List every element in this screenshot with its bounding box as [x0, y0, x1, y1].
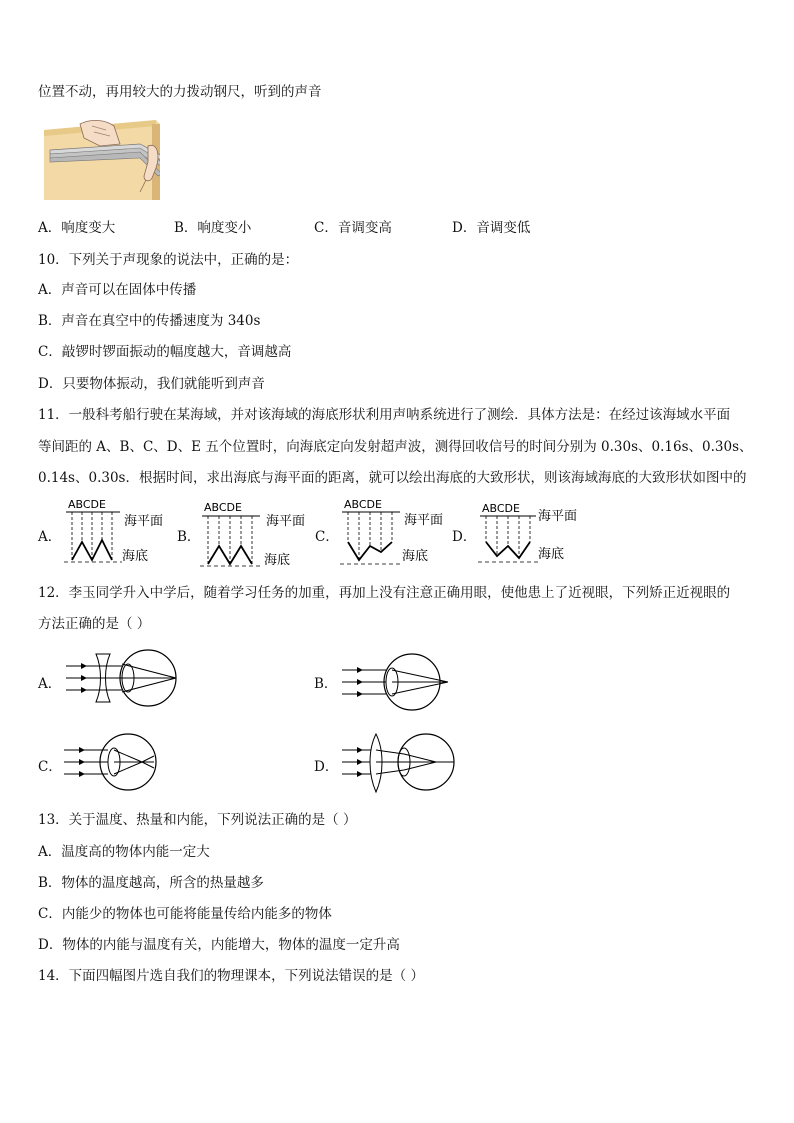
q11-option-c-figure	[336, 494, 452, 568]
q13-option-d: D．物体的内能与温度有关，内能增大，物体的温度一定升高	[38, 937, 400, 953]
sea-surface-label: 海平面	[124, 514, 164, 529]
sea-floor-label: 海底	[538, 547, 565, 562]
q10-stem: 10．下列关于声现象的说法中，正确的是：	[38, 252, 299, 268]
sea-surface-label: 海平面	[266, 514, 306, 529]
q12-stem-line-2: 方法正确的是（ ）	[38, 616, 151, 632]
q9-option-c: C．音调变高	[314, 220, 392, 236]
q12-option-b-eye-diagram	[340, 652, 454, 716]
q9-option-b: B．响度变小	[174, 220, 252, 236]
q12-option-d-eye-diagram	[340, 730, 460, 798]
q10-option-c: C．敲锣时锣面振动的幅度越大，音调越高	[38, 344, 292, 360]
point-labels: ABCDE	[68, 498, 106, 511]
q11-option-d-figure	[474, 496, 590, 568]
q11-option-b-figure	[198, 496, 314, 570]
point-labels: ABCDE	[344, 498, 382, 511]
q12-option-a-eye-diagram	[64, 648, 188, 712]
point-labels: ABCDE	[204, 501, 242, 514]
q11-option-a-figure	[60, 496, 172, 566]
q13-option-c: C．内能少的物体也可能将能量传给内能多的物体	[38, 906, 332, 922]
q9-option-a: A．响度变大	[38, 220, 116, 236]
q13-option-a: A．温度高的物体内能一定大	[38, 844, 210, 860]
q11-stem-line-1: 11．一般科考船行驶在某海域，并对该海域的海底形状利用声呐系统进行了测绘．具体方法是：在经过该海域水平面	[38, 407, 731, 423]
sea-surface-label: 海平面	[404, 513, 444, 528]
sea-floor-label: 海底	[402, 549, 429, 564]
q11-option-b-letter: B．	[177, 529, 201, 545]
ruler-on-table-image	[44, 116, 160, 200]
q12-option-b-letter: B．	[314, 676, 338, 692]
q9-option-d: D．音调变低	[452, 220, 531, 236]
q11-stem-line-2: 等间距的 A、B、C、D、E 五个位置时，向海底定向发射超声波，测得回收信号的时间分别为 0.30s、0.16s、0.30s、	[38, 439, 753, 455]
sea-floor-label: 海底	[264, 553, 291, 568]
q14-stem: 14．下面四幅图片选自我们的物理课本，下列说法错误的是（ ）	[38, 968, 424, 984]
q12-option-a-letter: A．	[38, 676, 62, 692]
q11-stem-line-3: 0.14s、0.30s．根据时间，求出海底与海平面的距离，就可以绘出海底的大致形状，则该海域海底的大致形状如图中的	[38, 470, 747, 486]
q11-option-a-letter: A．	[38, 529, 62, 545]
q9-stem-tail: 位置不动，再用较大的力拨动钢尺，听到的声音	[38, 84, 322, 100]
q11-option-d-letter: D．	[452, 529, 477, 545]
q10-option-d: D．只要物体振动，我们就能听到声音	[38, 376, 265, 392]
sea-floor-label: 海底	[122, 549, 149, 564]
q12-stem-line-1: 12．李玉同学升入中学后，随着学习任务的加重，再加上没有注意正确用眼，使他患上了近视眼，下列矫正近视眼的	[38, 585, 731, 601]
q13-stem: 13．关于温度、热量和内能，下列说法正确的是（ ）	[38, 812, 357, 828]
q12-option-c-eye-diagram	[62, 732, 162, 796]
q10-option-a: A．声音可以在固体中传播	[38, 282, 197, 298]
q12-option-d-letter: D．	[314, 759, 339, 775]
point-labels: ABCDE	[482, 502, 520, 515]
q10-option-b: B．声音在真空中的传播速度为 340s	[38, 313, 261, 329]
q13-option-b: B．物体的温度越高，所含的热量越多	[38, 875, 264, 891]
sea-surface-label: 海平面	[538, 509, 578, 524]
q12-option-c-letter: C．	[38, 759, 62, 775]
q11-option-c-letter: C．	[315, 529, 339, 545]
